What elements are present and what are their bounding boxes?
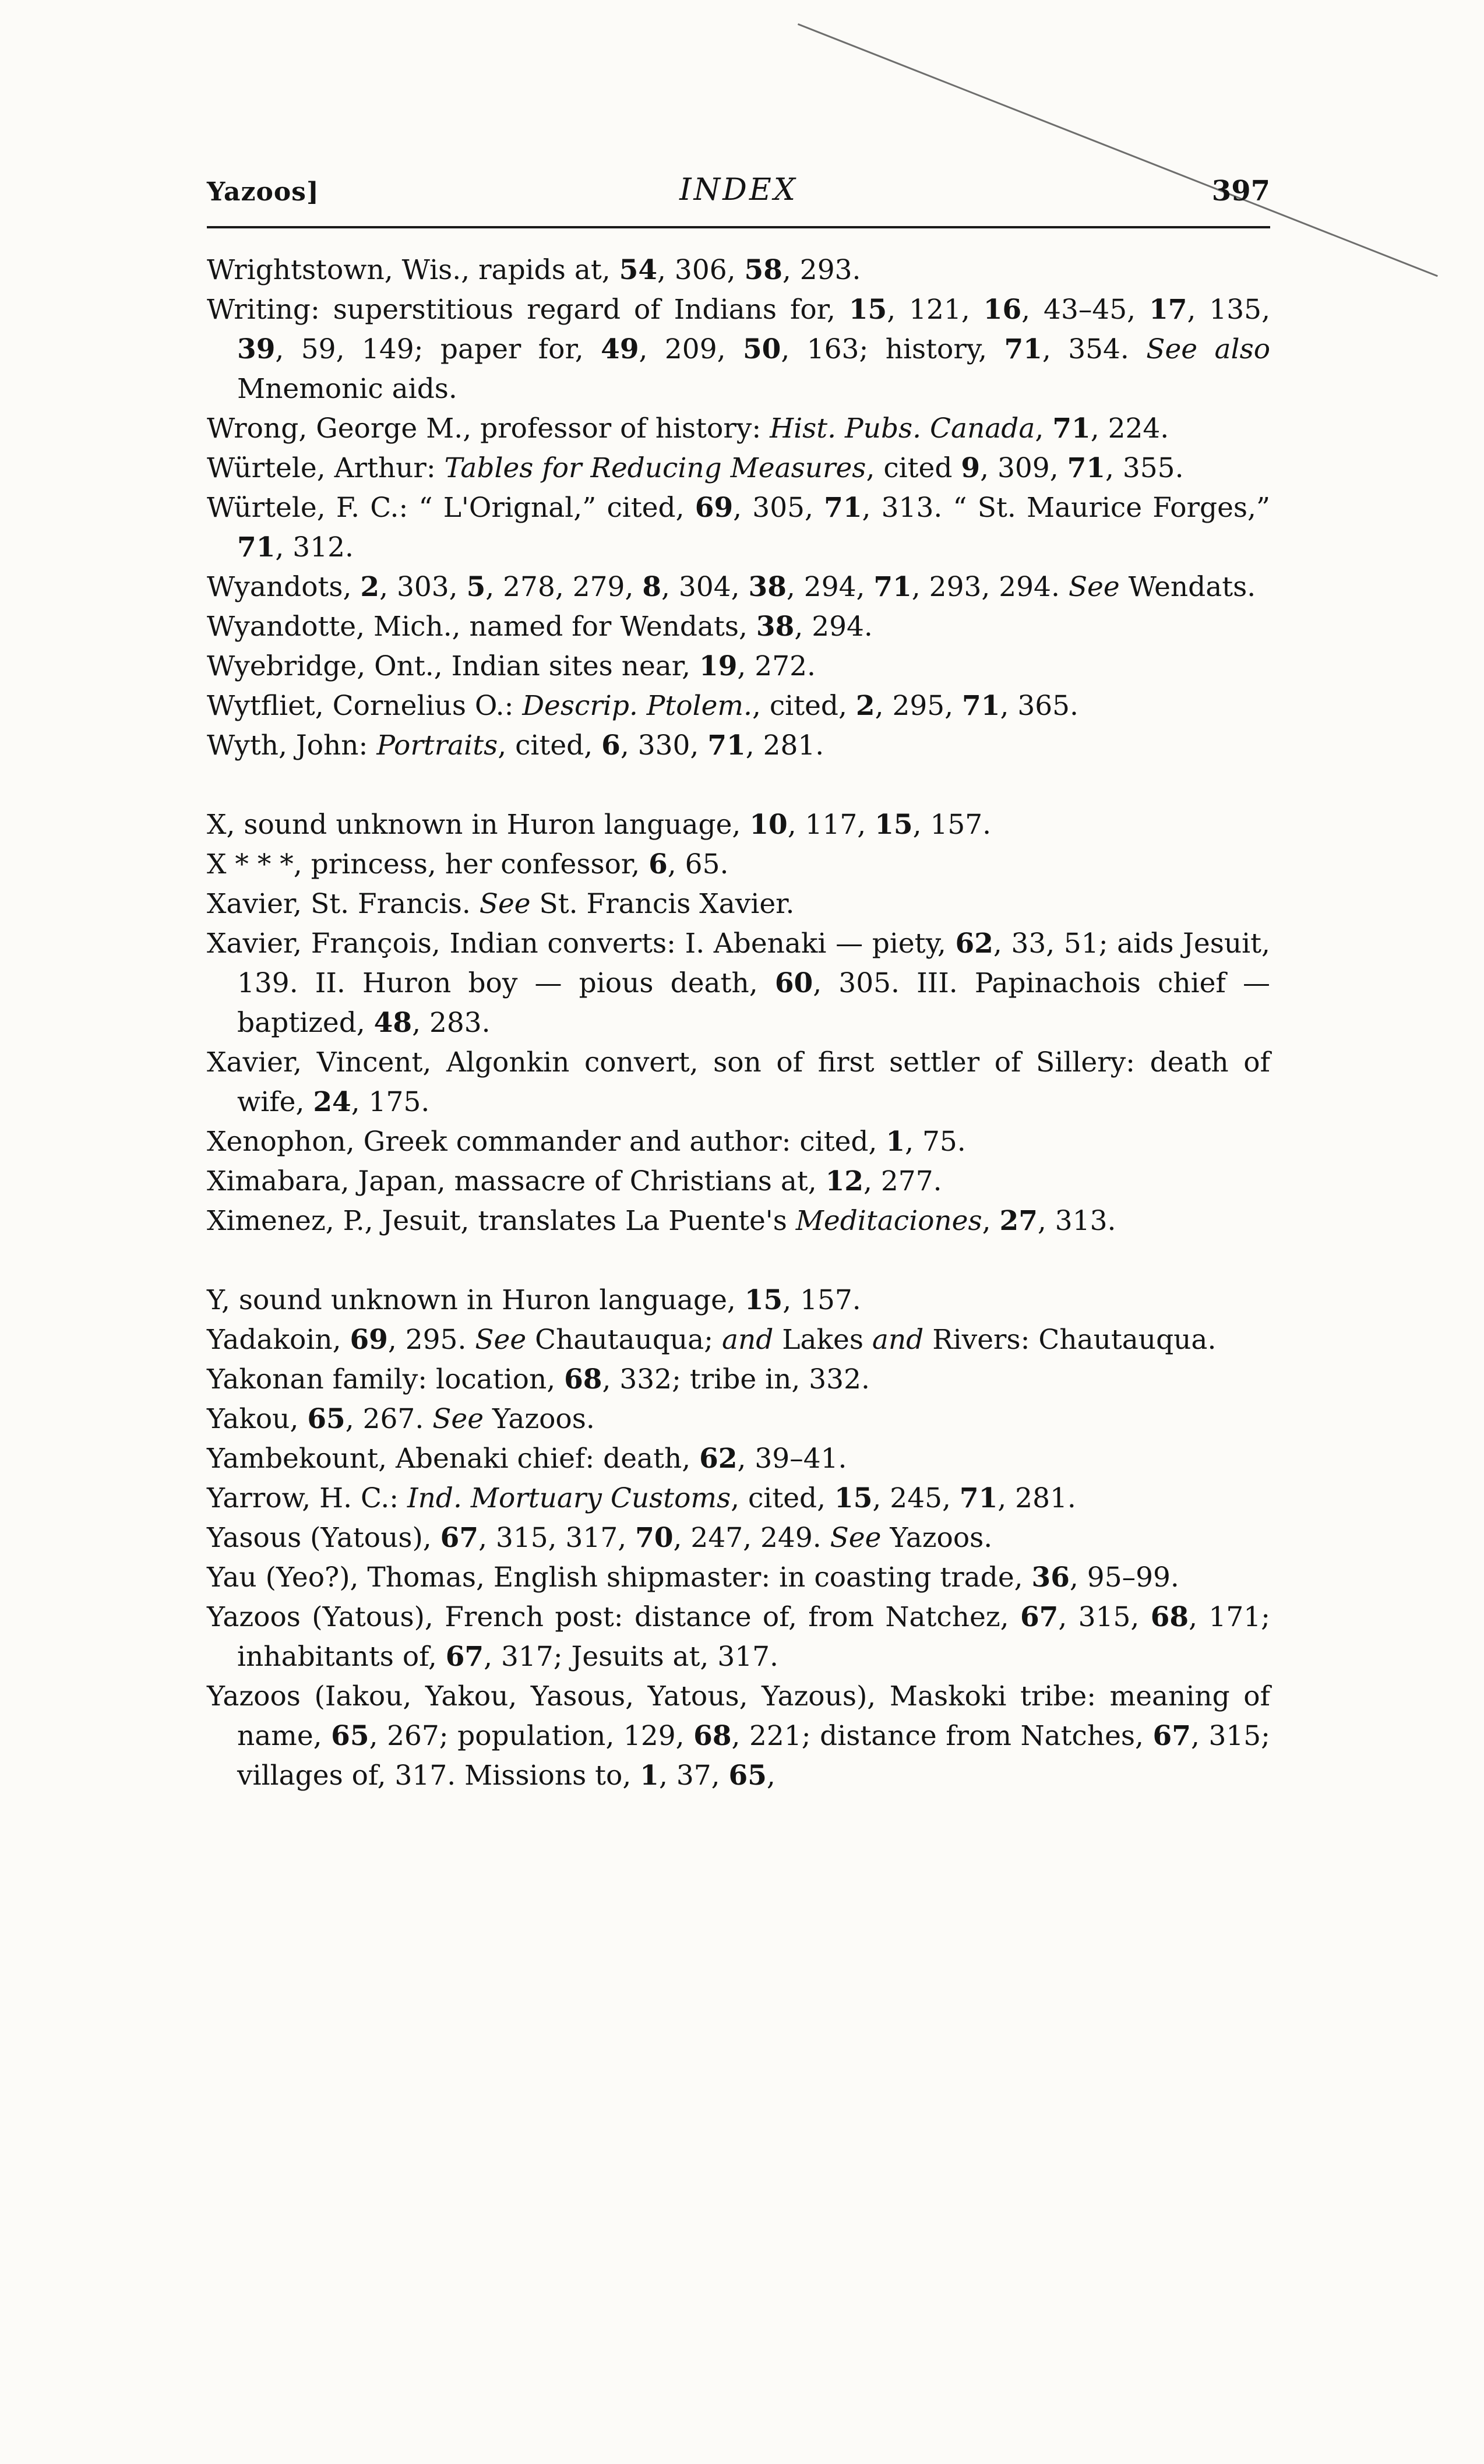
index-page [207,172,1270,1796]
index-entry: Wyth, John: Portraits, cited, 6, 330, 71, 281. [207,729,824,762]
index-entry: Wrightstown, Wis., rapids at, 54, 306, 58, 293. [207,254,861,286]
running-header [207,172,1270,218]
letter-section-gap [207,1241,1270,1281]
index-entry: Xavier, St. Francis. See St. Francis Xavier. [207,888,795,920]
header-title: INDEX [679,172,798,207]
index-entry: Writing: superstitious regard of Indians for, 15, 121, 16, 43–45, 17, 135, 39, 59, 149; paper for, 49, 209, 50, 163; history, 71, 354. See also Mnemonic aids. [207,294,1271,405]
index-entry: Ximabara, Japan, massacre of Christians at, 12, 277. [207,1165,942,1197]
index-entry: X, sound unknown in Huron language, 10, 117, 15, 157. [207,809,992,841]
index-entry: Yarrow, H. C.: Ind. Mortuary Customs, cited, 15, 245, 71, 281. [207,1482,1076,1514]
index-entry: Ximenez, P., Jesuit, translates La Puente's Meditaciones, 27, 313. [207,1205,1116,1237]
index-entry: Würtele, Arthur: Tables for Reducing Measures, cited 9, 309, 71, 355. [207,452,1184,484]
index-entry: Y, sound unknown in Huron language, 15, 157. [207,1284,861,1316]
index-entries [207,251,1270,1796]
index-entry: Yadakoin, 69, 295. See Chautauqua; and Lakes and Rivers: Chautauqua. [207,1324,1217,1356]
index-entry: Xavier, François, Indian converts: I. Abenaki — piety, 62, 33, 51; aids Jesuit, 139. II. Huron boy — pious death, 60, 305. III. Papinachois chief — baptized, 48, 283. [207,928,1270,1039]
page-number: 397 [1211,175,1270,207]
header-rule [207,226,1270,228]
index-entry: Yakou, 65, 267. See Yazoos. [207,1403,595,1435]
index-entry: Xenophon, Greek commander and author: cited, 1, 75. [207,1126,966,1158]
index-entry: Yazoos (Iakou, Yakou, Yasous, Yatous, Yazous), Maskoki tribe: meaning of name, 65, 267; population, 129, 68, 221; distance from Natches, 67, 315; villages of, 317. Missions to, 1, 37, 65, [207,1680,1270,1792]
index-entry: Xavier, Vincent, Algonkin convert, son of first settler of Sillery: death of wife, 24, 175. [207,1046,1270,1118]
header-catchword: Yazoos] [207,177,319,207]
index-entry: Yambekount, Abenaki chief: death, 62, 39–41. [207,1443,847,1475]
index-entry: Yau (Yeo?), Thomas, English shipmaster: in coasting trade, 36, 95–99. [207,1561,1179,1594]
letter-section-gap [207,766,1270,805]
index-entry: Yakonan family: location, 68, 332; tribe in, 332. [207,1363,870,1395]
index-entry: Wyandotte, Mich., named for Wendats, 38, 294. [207,611,873,643]
index-entry: X * * *, princess, her confessor, 6, 65. [207,848,729,880]
index-entry: Yazoos (Yatous), French post: distance of, from Natchez, 67, 315, 68, 171; inhabitants of, 67, 317; Jesuits at, 317. [207,1601,1270,1673]
index-entry: Wytfliet, Cornelius O.: Descrip. Ptolem., cited, 2, 295, 71, 365. [207,690,1078,722]
index-entry: Würtele, F. C.: “ L'Orignal,” cited, 69, 305, 71, 313. “ St. Maurice Forges,” 71, 312. [207,492,1271,563]
index-entry: Wyandots, 2, 303, 5, 278, 279, 8, 304, 38, 294, 71, 293, 294. See Wendats. [207,571,1256,603]
index-entry: Wrong, George M., professor of history: Hist. Pubs. Canada, 71, 224. [207,413,1169,445]
index-entry: Yasous (Yatous), 67, 315, 317, 70, 247, 249. See Yazoos. [207,1522,993,1554]
index-entry: Wyebridge, Ont., Indian sites near, 19, 272. [207,650,816,682]
